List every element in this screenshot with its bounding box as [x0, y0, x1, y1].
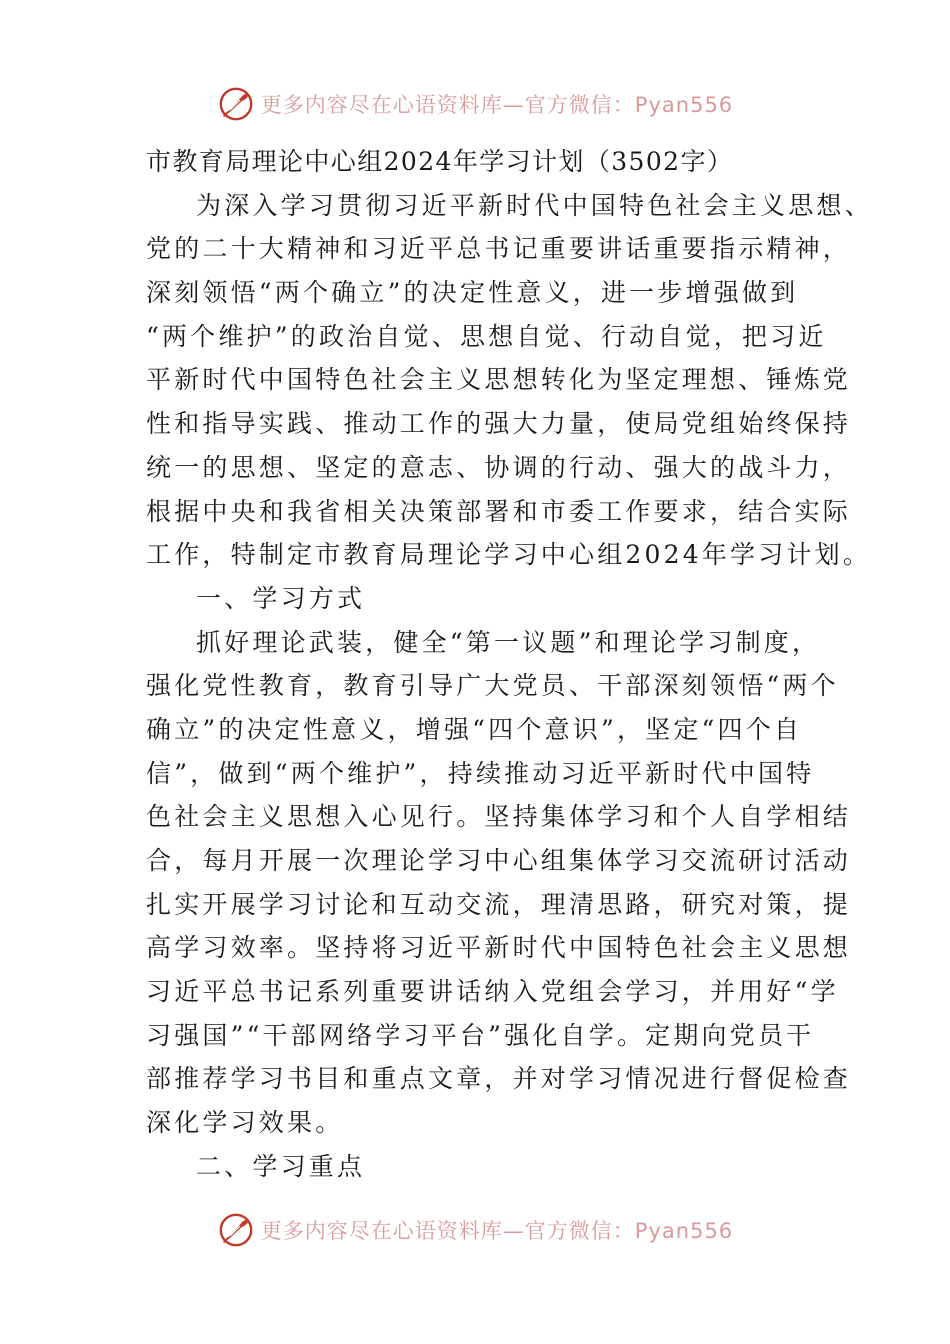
quill-logo-icon — [217, 85, 255, 123]
quill-logo-icon — [217, 1211, 255, 1249]
watermark-banner-bottom — [0, 1208, 950, 1252]
paragraph-line: 抓好理论武装，健全“第一议题”和理论学习制度， — [196, 627, 821, 657]
paragraph-line: 高学习效率。坚持将习近平新时代中国特色社会主义思想 — [146, 933, 852, 963]
paragraph-line: 信”，做到“两个维护”，持续推动习近平新时代中国特 — [146, 758, 815, 788]
paragraph-line: 根据中央和我省相关决策部署和市委工作要求，结合实际 — [146, 496, 852, 526]
paragraph-line: 习强国”“干部网络学习平台”强化自学。定期向党员干 — [146, 1020, 815, 1050]
paragraph-line: 色社会主义思想入心见行。坚持集体学习和个人自学相结 — [146, 802, 852, 832]
watermark-text: 更多内容尽在心语资料库—官方微信：Pyan556 — [260, 1219, 734, 1243]
document-title: 市教育局理论中心组2024年学习计划（3502字） — [146, 147, 734, 176]
paragraph-line: 为深入学习贯彻习近平新时代中国特色社会主义思想、 — [196, 190, 873, 220]
paragraph-line: 深刻领悟“两个确立”的决定性意义，进一步增强做到 — [146, 278, 799, 308]
paragraph-line: 深化学习效果。 — [146, 1108, 344, 1138]
watermark-banner-top — [0, 82, 950, 126]
watermark-text: 更多内容尽在心语资料库—官方微信：Pyan556 — [260, 93, 734, 117]
paragraph-line: 部推荐学习书目和重点文章，并对学习情况进行督促检查 — [146, 1064, 852, 1094]
paragraph-line: 强化党性教育，教育引导广大党员、干部深刻领悟“两个 — [146, 671, 839, 701]
paragraph-line: 平新时代中国特色社会主义思想转化为坚定理想、锤炼党 — [146, 365, 852, 395]
paragraph-line: 扎实开展学习讨论和互动交流，理清思路，研究对策，提 — [146, 889, 852, 919]
paragraph-line: 性和指导实践、推动工作的强大力量，使局党组始终保持 — [146, 409, 852, 439]
paragraph-line: 合，每月开展一次理论学习中心组集体学习交流研讨活动 — [146, 846, 852, 875]
paragraph-line: 党的二十大精神和习近平总书记重要讲话重要指示精神， — [146, 234, 852, 264]
paragraph-line: 工作，特制定市教育局理论学习中心组2024年学习计划。 — [146, 540, 872, 570]
paragraph-line: 统一的思想、坚定的意志、协调的行动、强大的战斗力， — [146, 452, 852, 482]
paragraph-line: “两个维护”的政治自觉、思想自觉、行动自觉，把习近 — [146, 321, 827, 351]
section-heading: 一、学习方式 — [196, 583, 366, 613]
paragraph-line: 习近平总书记系列重要讲话纳入党组会学习，并用好“学 — [146, 977, 839, 1007]
section-heading: 二、学习重点 — [196, 1151, 366, 1181]
document-body — [146, 140, 873, 1189]
paragraph-line: 确立”的决定性意义，增强“四个意识”，坚定“四个自 — [146, 714, 803, 744]
